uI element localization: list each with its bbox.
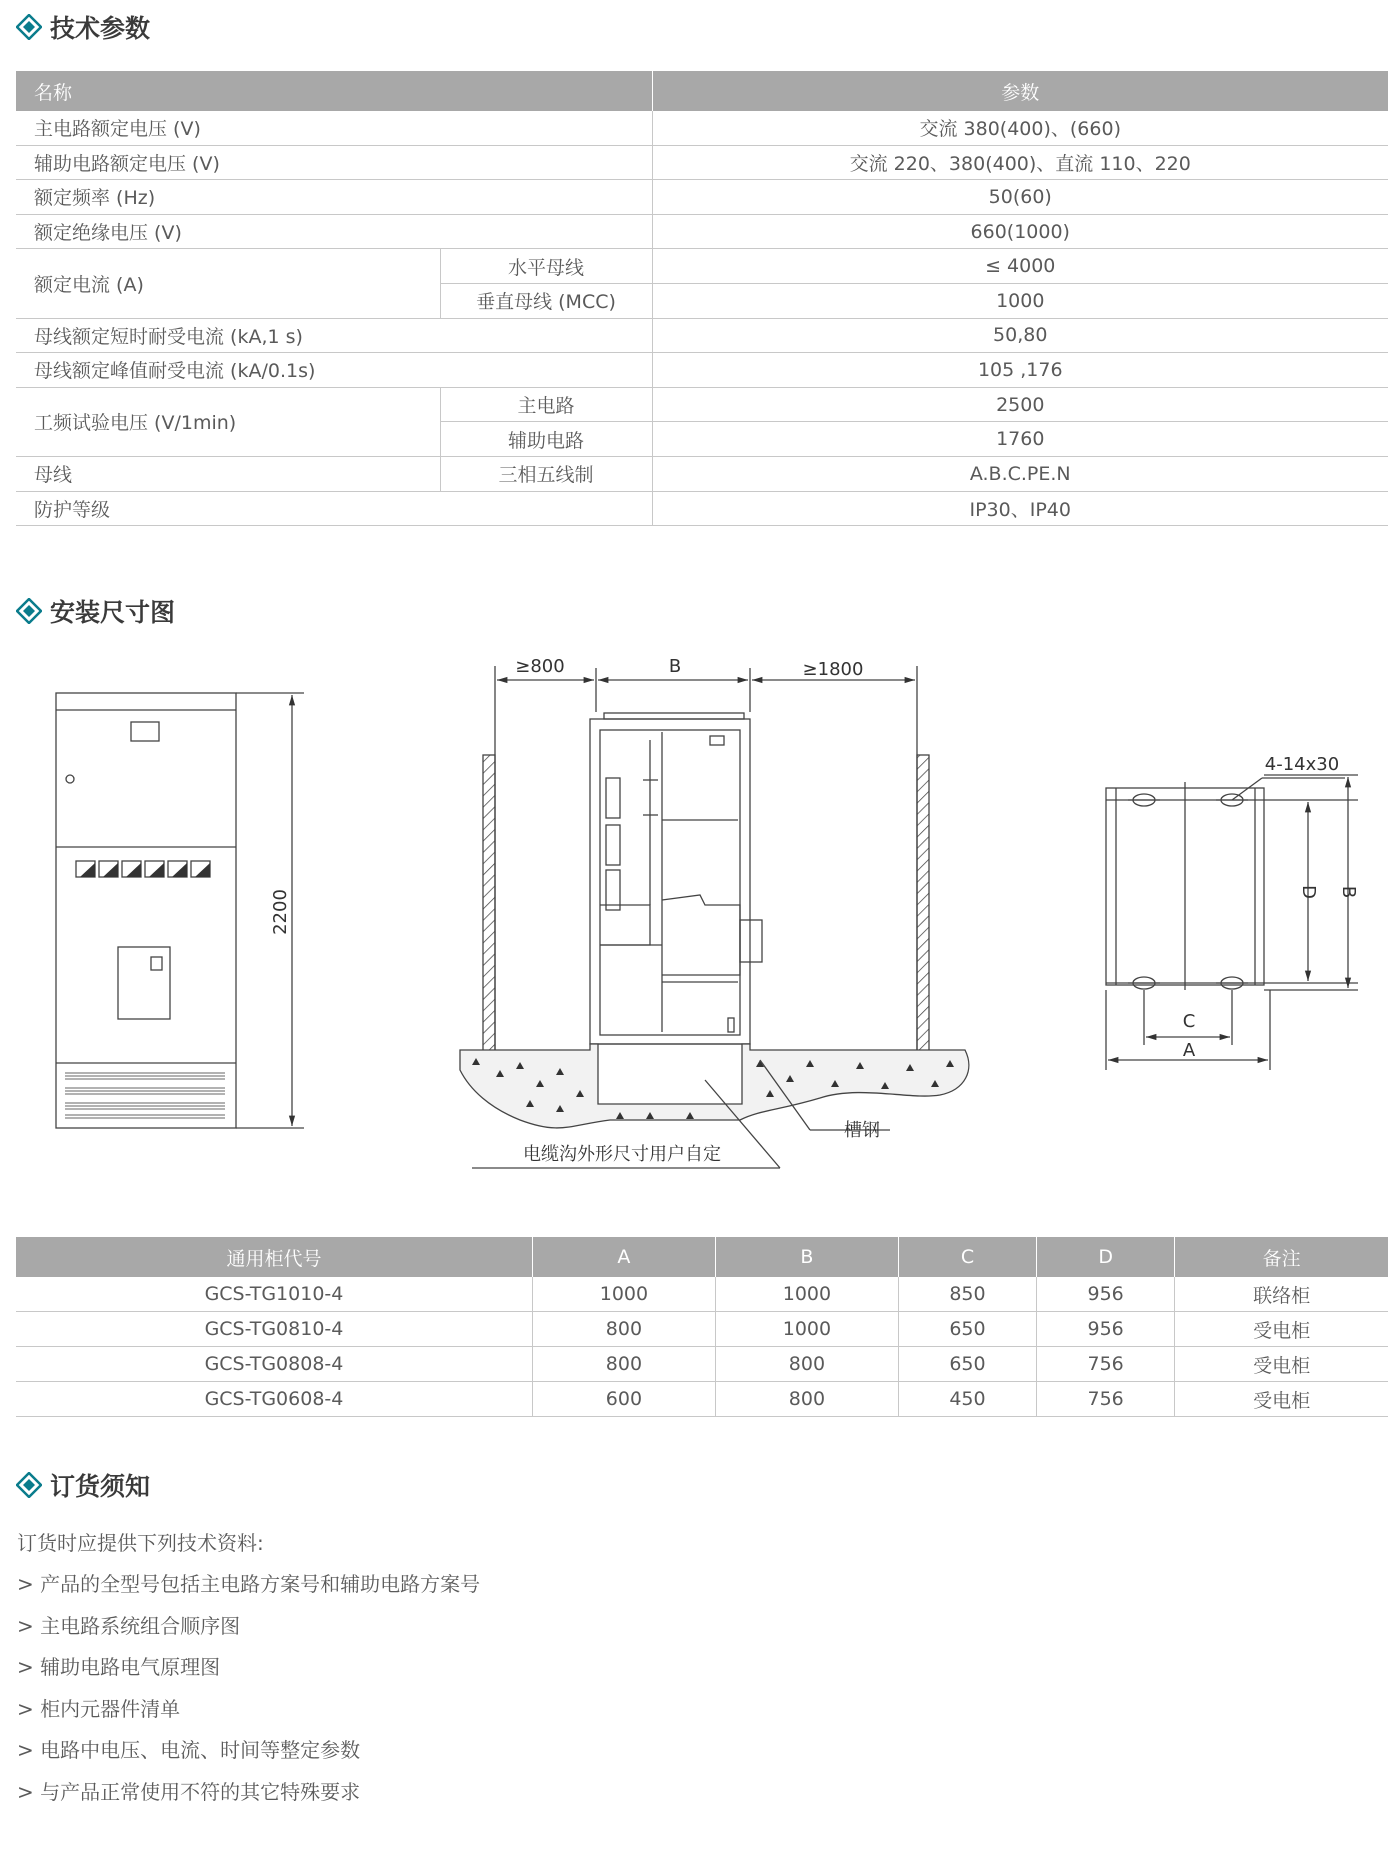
table-header-row xyxy=(16,71,1388,111)
header-name: 名称 xyxy=(16,71,652,111)
table-row: 辅助电路 1760 xyxy=(16,422,1388,457)
diamond-icon xyxy=(16,598,42,624)
table-row: 主电路额定电压 (V) 交流 380(400)、(660) xyxy=(16,111,1388,145)
table-header-row: 通用柜代号 A B C D 备注 xyxy=(16,1237,1388,1277)
list-item: > 辅助电路电气原理图 xyxy=(17,1655,221,1679)
cabinet-side-view xyxy=(460,666,969,1168)
list-item: > 柜内元器件清单 xyxy=(17,1697,181,1721)
list-item: > 产品的全型号包括主电路方案号和辅助电路方案号 xyxy=(17,1572,481,1596)
dim-d-label: D xyxy=(1298,885,1319,899)
hole-spec-label: 4-14x30 xyxy=(1264,754,1340,775)
header-param: 参数 xyxy=(652,71,1388,111)
dim-b-label: B xyxy=(1338,885,1359,899)
list-item: > 与产品正常使用不符的其它特殊要求 xyxy=(17,1780,361,1804)
dim-c-label: C xyxy=(1182,1011,1196,1032)
vent-grille xyxy=(65,1073,225,1118)
order-intro: 订货时应提供下列技术资料: xyxy=(17,1531,264,1555)
table-row: GCS-TG0608-4 600 800 450 756 受电柜 xyxy=(16,1382,1388,1417)
base-plan-view xyxy=(1106,775,1358,1070)
cabinet-front-view xyxy=(56,693,304,1128)
indicator-row xyxy=(76,861,210,877)
table-row: GCS-TG0808-4 800 800 650 756 受电柜 xyxy=(16,1347,1388,1382)
table-row: 母线额定短时耐受电流 (kA,1 s) 50,80 xyxy=(16,318,1388,353)
table-row: 母线 三相五线制 A.B.C.PE.N xyxy=(16,456,1388,491)
diamond-icon xyxy=(16,14,42,40)
diamond-icon xyxy=(16,1472,42,1498)
section-title-tech-params: 技术参数 xyxy=(16,7,150,47)
table-row: 额定频率 (Hz) 50(60) xyxy=(16,180,1388,215)
clear-right-label: ≥1800 xyxy=(802,659,864,680)
trench-label: 电缆沟外形尺寸用户自定 xyxy=(523,1144,721,1165)
dimension-table xyxy=(16,1237,1388,1417)
installation-dimension-drawing xyxy=(0,640,1400,1180)
channel-steel-label: 槽钢 xyxy=(844,1120,880,1141)
table-row: GCS-TG0810-4 800 1000 650 956 受电柜 xyxy=(16,1312,1388,1347)
table-row: 辅助电路额定电压 (V) 交流 220、380(400)、直流 110、220 xyxy=(16,145,1388,180)
table-row: GCS-TG1010-4 1000 1000 850 956 联络柜 xyxy=(16,1277,1388,1312)
list-item: > 主电路系统组合顺序图 xyxy=(17,1614,241,1638)
section-title-order-notes: 订货须知 xyxy=(16,1465,150,1505)
table-row: 额定绝缘电压 (V) 660(1000) xyxy=(16,214,1388,249)
table-row: 工频试验电压 (V/1min) 主电路 2500 xyxy=(16,387,1388,422)
table-row: 额定电流 (A) 水平母线 ≤ 4000 xyxy=(16,249,1388,284)
clear-left-label: ≥800 xyxy=(515,656,565,677)
section-title-install-dims: 安装尺寸图 xyxy=(16,591,175,631)
table-row: 防护等级 IP30、IP40 xyxy=(16,491,1388,526)
height-label: 2200 xyxy=(270,889,291,935)
list-item: > 电路中电压、电流、时间等整定参数 xyxy=(17,1738,361,1762)
tech-params-table xyxy=(16,71,1388,526)
table-row: 母线额定峰值耐受电流 (kA/0.1s) 105 ,176 xyxy=(16,353,1388,388)
table-row: 垂直母线 (MCC) 1000 xyxy=(16,283,1388,318)
width-b-label: B xyxy=(668,656,682,677)
dim-a-label: A xyxy=(1182,1040,1196,1061)
